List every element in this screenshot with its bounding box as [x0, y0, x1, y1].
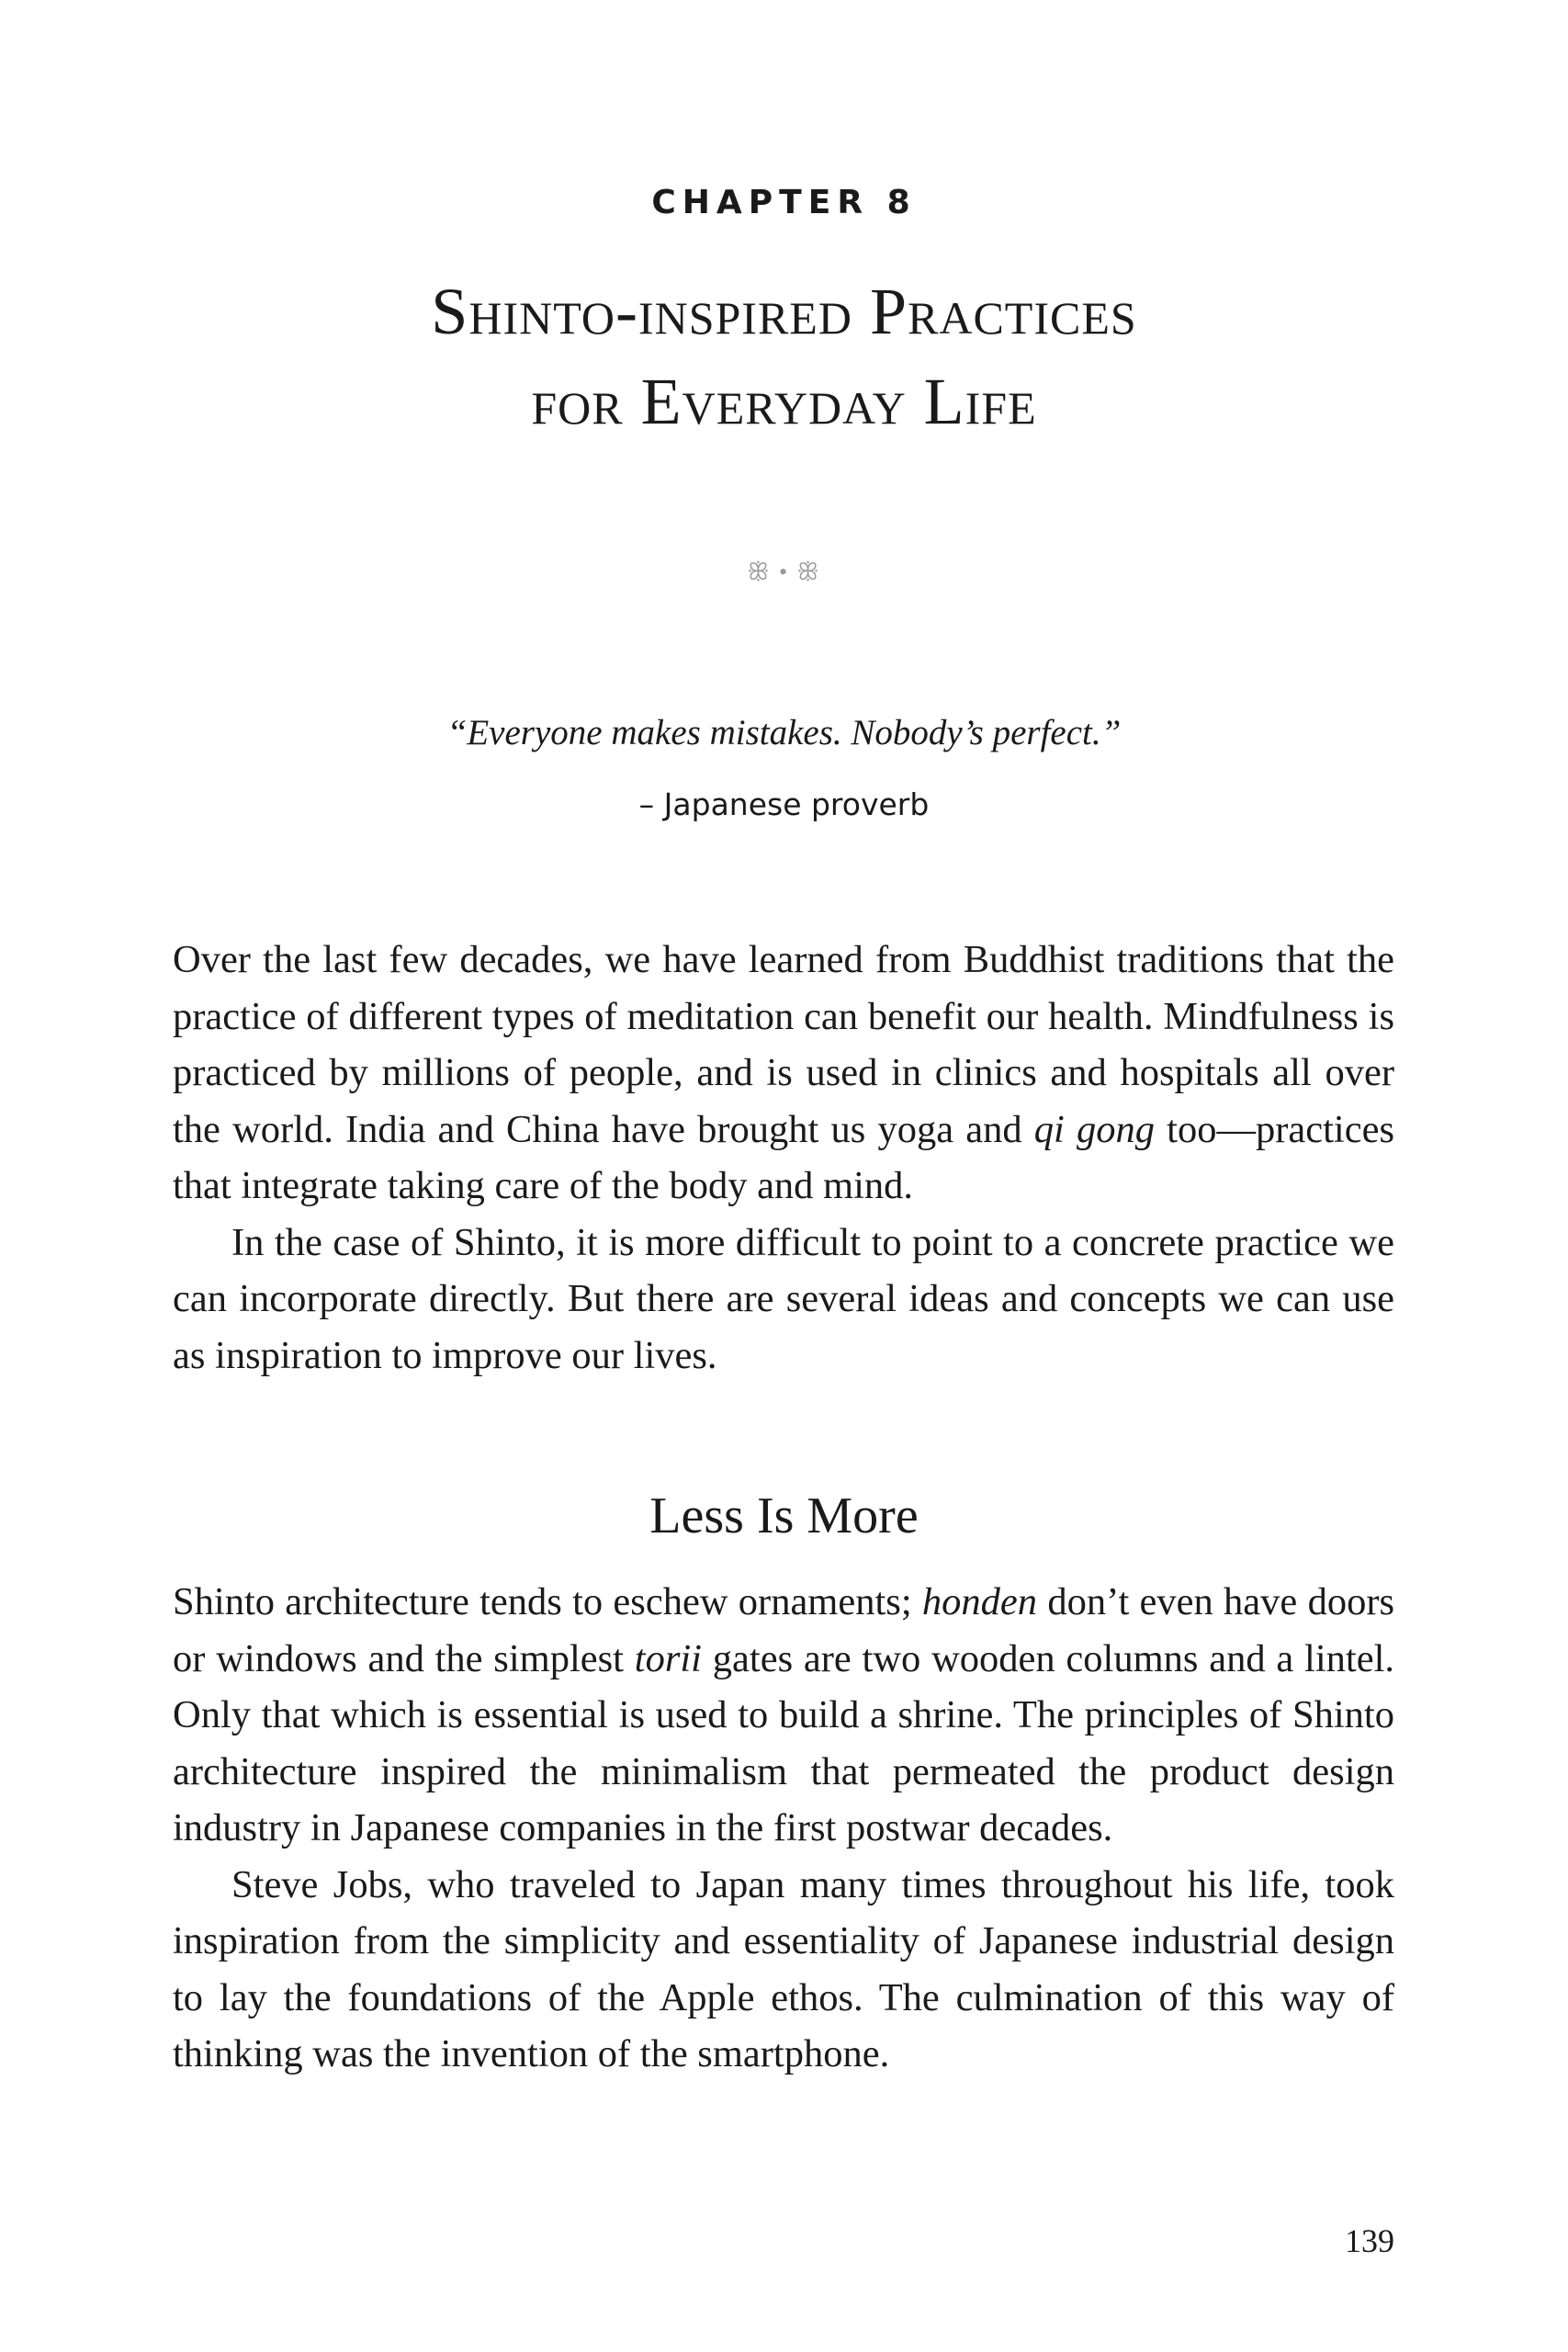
section-p1-italic-term-2: torii [634, 1636, 702, 1680]
section-p1-text-b: don’t even have doors or windows and the simplest [173, 1580, 1395, 1680]
section-p1-italic-term-1: honden [921, 1580, 1038, 1623]
intro-p1-text-a: Over the last few decades, we have learned from Buddhist traditions that the practice of different types of meditation can benefit our health. Mindfulness is practiced by millions of people, and is used in clinics and hospitals all over the world. India and China have brought us yoga and [173, 938, 1394, 1151]
intro-paragraph-2: In the case of Shinto, it is more difficult to point to a concrete practice we can incorporate directly. But there are several ideas and concepts we can use as inspiration to improve our lives. [173, 1220, 1394, 1377]
section-p1-text-c: gates are two wooden columns and a lintel. Only that which is essential is used to build a shrine. The principles of Shinto architecture inspired the minimalism that permeated the product design industry in Japanese companies in the first postwar decades. [173, 1636, 1395, 1849]
section-paragraph-2: Steve Jobs, who traveled to Japan many times throughout his life, took inspiration from the simplicity and essentiality of Japanese industrial design to lay the foundations of the Apple ethos. The culmination of this way of thinking was the invention of the smartphone. [173, 1862, 1394, 2075]
chapter-title-line-2: for Everyday Life [531, 365, 1037, 438]
section-heading: Less Is More [649, 1487, 919, 1544]
section-text [173, 1574, 1394, 2083]
intro-p1-italic-term: qi gong [1033, 1107, 1155, 1151]
chapter-label: CHAPTER 8 [651, 184, 917, 221]
section-p1-text-a: Shinto architecture tends to eschew ornaments; [173, 1580, 922, 1623]
epigraph-quote: “Everyone makes mistakes. Nobody’s perfect.” [446, 713, 1122, 752]
chapter-title [0, 266, 1568, 447]
section-paragraph-1 [173, 1574, 1394, 1857]
intro-p1-text-b: too—practices that integrate taking care of the body and mind. [173, 1107, 1394, 1207]
intro-text [173, 932, 1394, 1384]
epigraph-attribution: – Japanese proverb [638, 786, 930, 822]
page-number: 139 [1345, 2222, 1394, 2259]
chapter-title-line-1: Shinto-inspired Practices [431, 275, 1137, 348]
ornament-divider: ꕥ • ꕥ [747, 559, 821, 585]
intro-paragraph-1 [173, 932, 1394, 1215]
